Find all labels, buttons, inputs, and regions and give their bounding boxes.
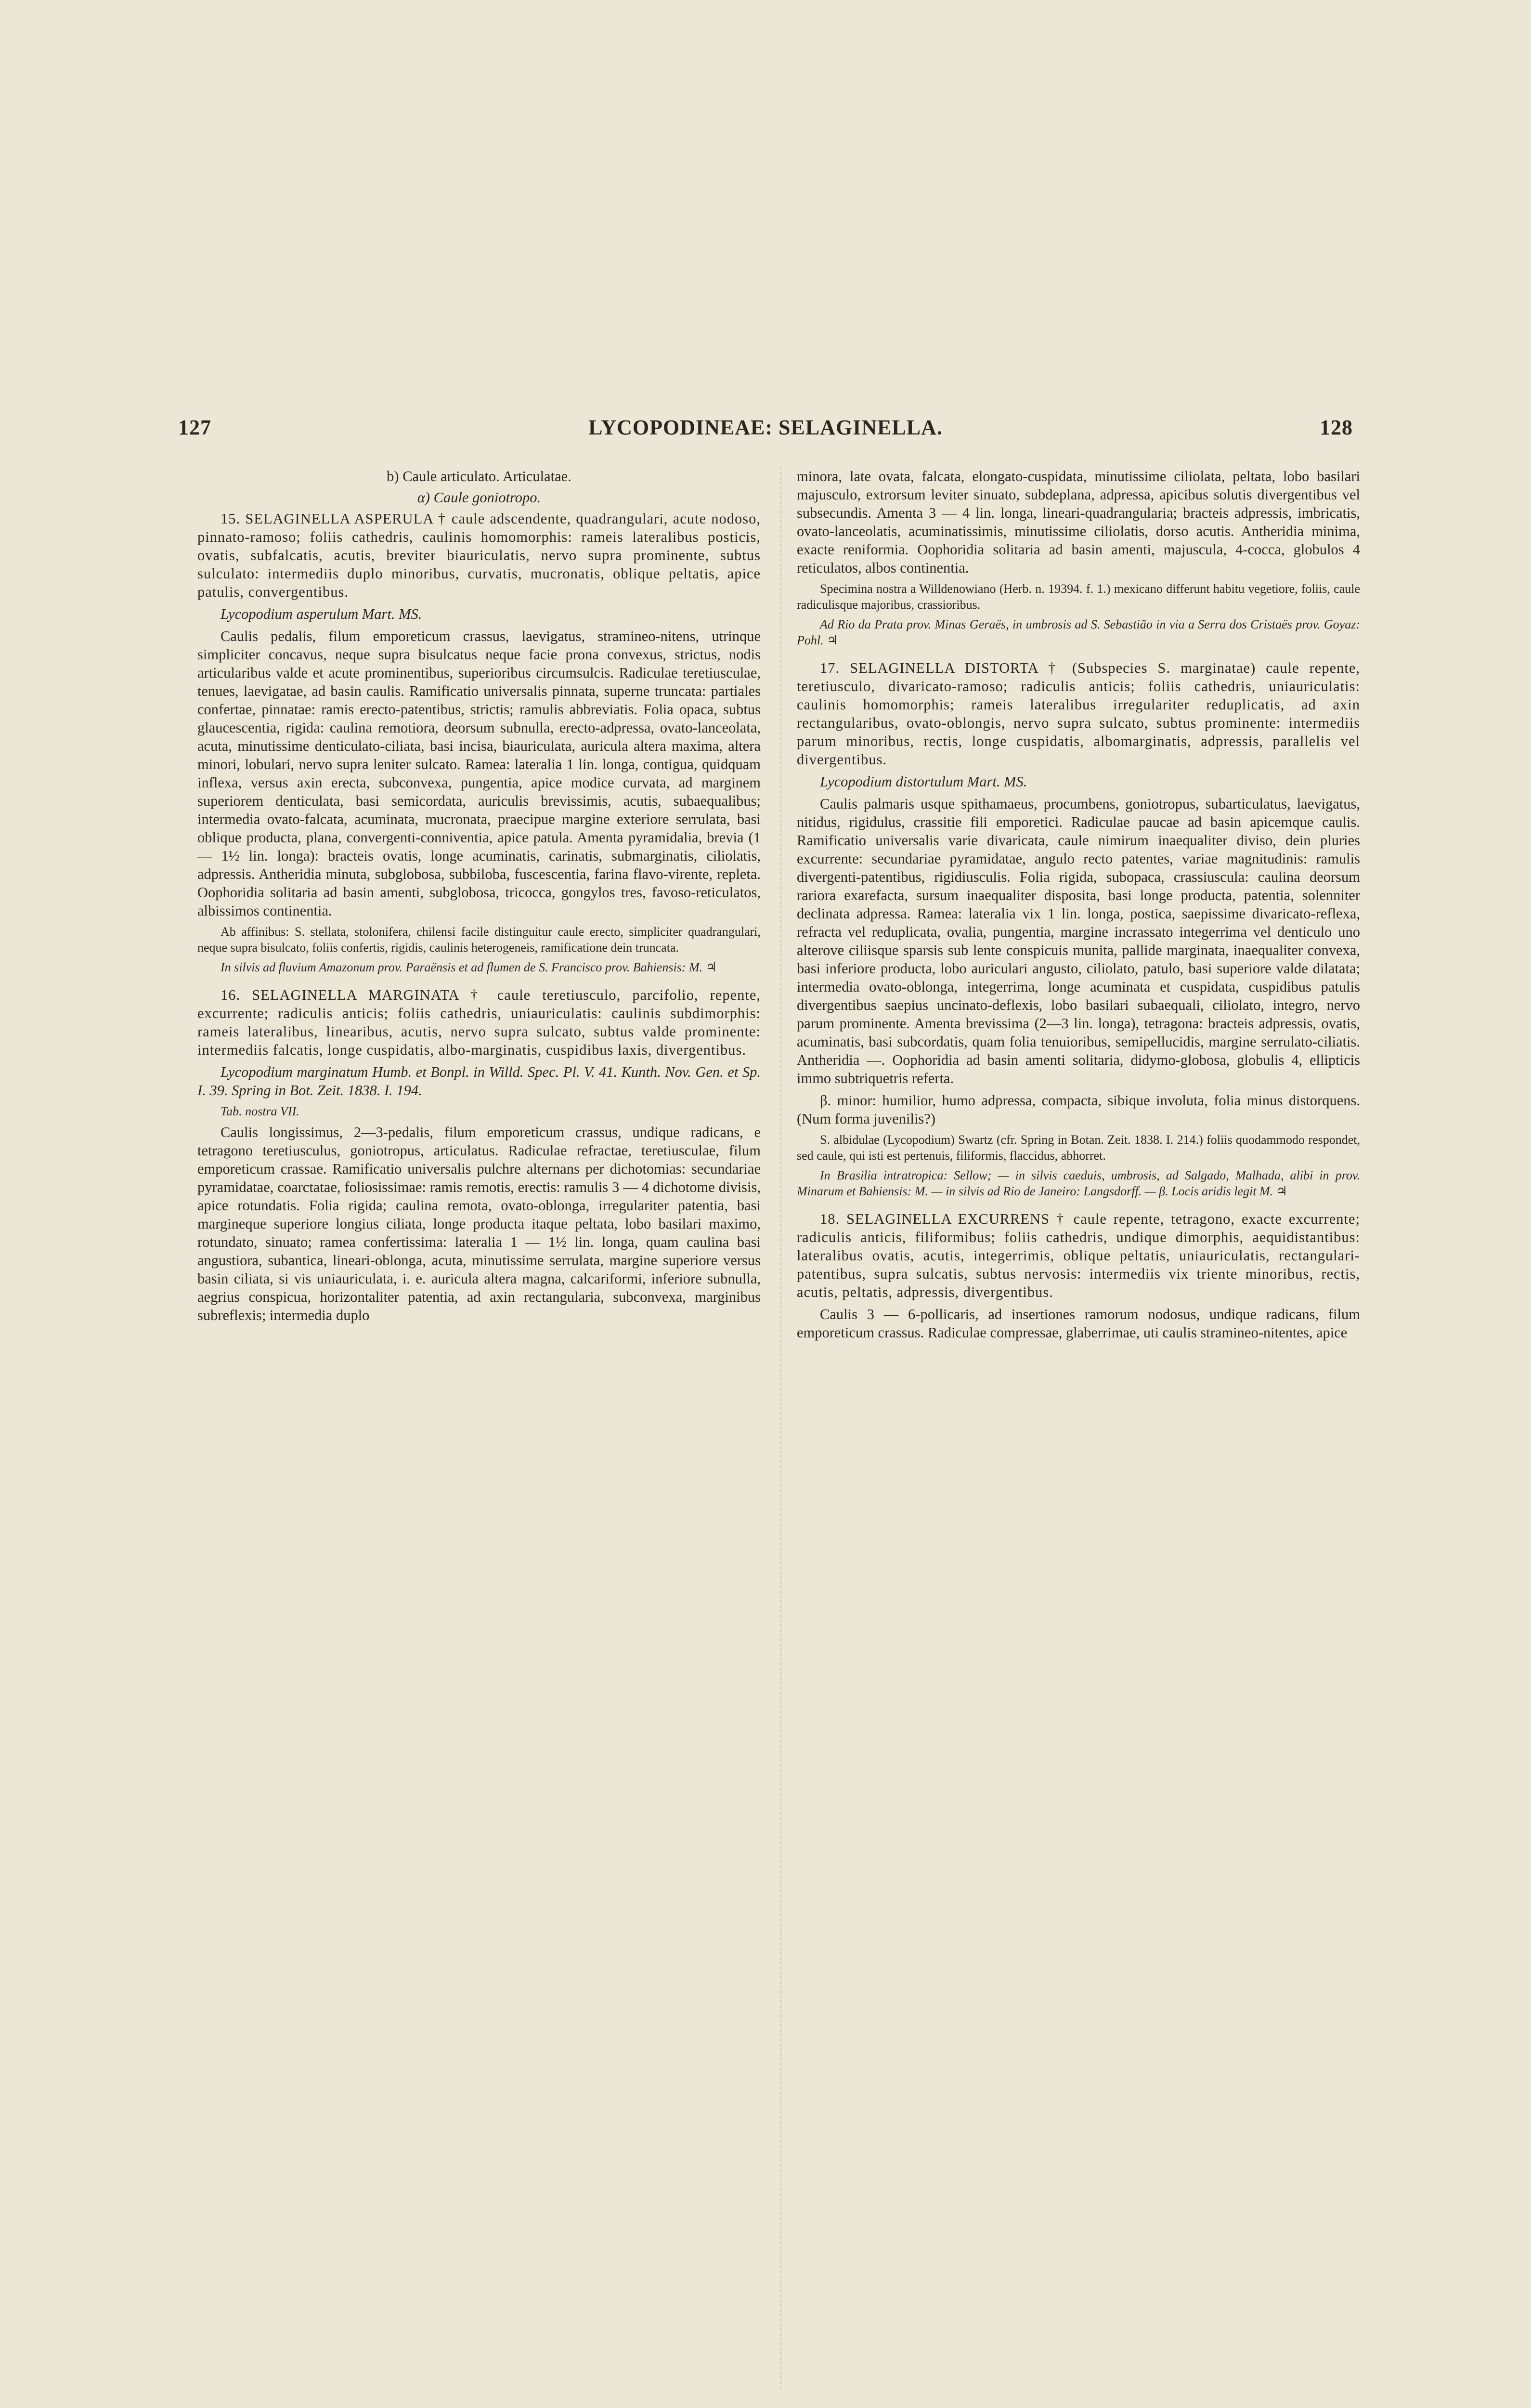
page-number-right: 128	[1320, 416, 1353, 439]
plate-reference-16: Tab. nostra VII.	[221, 1104, 299, 1118]
running-title: LYCOPODINEAE: SELAGINELLA.	[588, 416, 943, 439]
locality-16: Ad Rio da Prata prov. Minas Geraës, in umbrosis ad S. Sebastião in via a Serra dos Cristaës prov. Goyaz: Pohl. ♃	[797, 617, 1360, 647]
section-heading: b) Caule articulato. Articulatae.	[387, 468, 571, 484]
synonym-17: Lycopodium distortulum Mart. MS.	[820, 773, 1027, 790]
note-16: Specimina nostra a Willdenowiano (Herb. n. 19394. f. 1.) mexicano differunt habitu vegetiore, foliis, caule radiculisque majoribus, crassioribus.	[797, 582, 1360, 612]
left-column	[197, 467, 761, 2389]
description-15: Caulis pedalis, filum emporeticum crassus, laevigatus, stramineo-nitens, utrinque simpliciter concavus, neque supra bisulcatus neque facie prona convexus, strictus, nodis articularibus valde et acute prominentibus, superioribus circumsulcis. Radiculae teretiusculae, tenues, laevigatae, ad basin caulis. Ramificatio universalis pinnata, superne truncata: partiales confertae, pinnatae: ramis erecto-patentibus, strictis; ramulis abbreviatis. Folia opaca, subtus glaucescentia, rigida: caulina remotiora, deorsum subnulla, erecto-adpressa, ovato-lanceolata, acuta, minutissime denticulato-ciliata, basi incisa, biauriculata, auricula altera maxima, altera minori, lobulari, nervo supra leniter sulcato. Ramea: lateralia 1 lin. longa, contigua, quidquam inflexa, versus axin erecta, subconvexa, pungentia, apice modice curvata, ad marginem superiorem denticulata, basi semicordata, auriculis brevissimis, acutis, subaequalibus; intermedia ovato-falcata, acuminata, mucronata, praecipue margine exteriore serrulata, basi oblique producta, plana, convergenti-conniventia, apice patula. Amenta pyramidalia, brevia (1 — 1½ lin. longa): bracteis ovatis, longe acuminatis, carinatis, submarginatis, ciliolatis, adpressis. Antheridia minuta, subglobosa, subbiloba, fuscescentia, farina flavo-virente, repleta. Oophoridia solitaria ad basin amenti, subglobosa, tricocca, gongylos tres, favoso-reticulatos, albissimos continentia.	[197, 628, 761, 919]
page-header	[178, 415, 1353, 454]
subsection-heading: α) Caule goniotropo.	[417, 489, 541, 506]
species-diagnosis-16: 16. SELAGINELLA MARGINATA † caule teretiusculo, parcifolio, repente, excurrente; radiculis anticis; foliis cathedris, uniauriculatis: caulinis subdimorphis: rameis lateralibus, linearibus, acutis, nervo supra sulcato, subtus valde prominente: intermediis falcatis, longe cuspidatis, albo-marginatis, cuspidibus laxis, divergentibus.	[197, 987, 761, 1058]
column-divider	[780, 467, 781, 2389]
species-diagnosis-18: 18. SELAGINELLA EXCURRENS † caule repente, tetragono, exacte excurrente; radiculis anticis, filiformibus; foliis cathedris, undique dimorphis, aequidistantibus: lateralibus ovatis, acutis, integerrimis, oblique peltatis, uniauriculatis, rectangulari-patentibus, supra sulcatis, subtus nervosis: intermediis vix triente minoribus, rectis, acutis, peltatis, adpressis, divergentibus.	[797, 1211, 1360, 1300]
description-16: Caulis longissimus, 2—3-pedalis, filum emporeticum crassus, undique radicans, e tetragono teretiusculus, goniotropus, articulatus. Radiculae refractae, teretiusculae, filum emporeticum crassae. Ramificatio universalis pulchre alternans per dichotomias: secundariae pyramidatae, coarctatae, foliosissimae: ramis remotis, erectis: ramulis 3 — 4 dichotome divisis, apice rotundatis. Folia rigida; caulina remota, ovato-oblonga, irregulariter patentia, basi margineque superiore longius ciliata, longe producta itaque peltata, lobo basilari maximo, rotundato, sinuato; ramea confertissima: lateralia 1 — 1½ lin. longa, quam caulina basi angustiora, subantica, lineari-oblonga, acuta, minutissime serrulata, margine superiore versus basin ciliata, si vis uniauriculata, i. e. auricula altera magna, calcariformi, inferiore subnulla, aegrius conspicua, horizontaliter patentia, ad axin rectangularia, subconvexa, marginibus subreflexis; intermedia duplo	[197, 1124, 761, 1323]
description-16-continued: minora, late ovata, falcata, elongato-cuspidata, minutissime ciliolata, peltata, lobo basilari majusculo, extrorsum leviter sinuato, subdeplana, adpressa, apicibus solutis divergentibus vel subsecundis. Amenta 3 — 4 lin. longa, lineari-quadrangularia; bracteis adpressis, imbricatis, ovato-lanceolatis, acuminatissimis, minutissime ciliolatis, dorso acutis. Antheridia minima, exacte reniformia. Oophoridia solitaria ad basin amenti, majuscula, 4-cocca, globulos 4 reticulatos, albos continentia.	[797, 468, 1360, 576]
synonym-16: Lycopodium marginatum Humb. et Bonpl. in Willd. Spec. Pl. V. 41. Kunth. Nov. Gen. et Sp. I. 39. Spring in Bot. Zeit. 1838. I. 194.	[197, 1064, 761, 1099]
note-17: S. albidulae (Lycopodium) Swartz (cfr. Spring in Botan. Zeit. 1838. I. 214.) foliis quodammodo respondet, sed caule, qui isti est pertenuis, filiformis, flaccidus, abhorret.	[797, 1133, 1360, 1163]
synonym-15: Lycopodium asperulum Mart. MS.	[221, 606, 422, 622]
description-18: Caulis 3 — 6-pollicaris, ad insertiones ramorum nodosus, undique radicans, filum emporeticum crassus. Radiculae compressae, glaberrimae, uti caulis stramineo-nitentes, apice	[797, 1306, 1360, 1341]
locality-17: In Brasilia intratropica: Sellow; — in silvis caeduis, umbrosis, ad Salgado, Malhada, alibi in prov. Minarum et Bahiensis: M. — in silvis ad Rio de Janeiro: Langsdorff. — β. Locis aridis legit M. ♃	[797, 1168, 1360, 1198]
description-17: Caulis palmaris usque spithamaeus, procumbens, goniotropus, subarticulatus, laevigatus, nitidus, rigidulus, crassitie fili emporetici. Radiculae paucae ad basin apicemque caulis. Ramificatio universalis varie divaricata, caule nimirum inaequaliter diviso, dein pluries excurrente: secundariae pyramidatae, angulo recto patentes, variae magnitudinis: ramulis divergenti-patentibus, rigidiusculis. Folia rigida, subopaca, crassiuscula: caulina deorsum rariora exarefacta, sursum inaequaliter disposita, basi longe producta, patentia, solenniter declinata adpressa. Ramea: lateralia vix 1 lin. longa, postica, saepissime divaricato-reflexa, refracta vel reduplicata, ovalia, pungentia, margine incrassato integerrima vel denticulo uno alterove ciliisque sparsis sub lente conspicuis munita, pallide marginata, inaequaliter convexa, basi inferiore producta, lobo auriculari angusto, ciliolato, patulo, basi superiore valde dilatata; intermedia ovato-oblonga, integerrima, longe acuminata et cuspidata, cuspidibus patulis divergentibus saepius uncinato-deflexis, lobo basilari subaequali, ciliolato, integro, nervo parum prominente. Amenta brevissima (2—3 lin. longa), tetragona: bracteis adpressis, ovatis, acuminatis, basi subcordatis, quam folia tenuioribus, semipellucidis, margine serrulato-ciliatis. Antheridia —. Oophoridia ad basin amenti solitaria, didymo-globosa, globulis 4, ellipticis immo subtriquetris referta.	[797, 796, 1360, 1086]
note-15: Ab affinibus: S. stellata, stolonifera, chilensi facile distinguitur caule erecto, simpliciter quadrangulari, neque supra bisulcato, foliis confertis, rigidis, caulinis heterogeneis, ramificatione dein truncata.	[197, 925, 761, 955]
right-column	[797, 467, 1360, 2389]
page-number-left: 127	[178, 416, 211, 439]
species-diagnosis-15: 15. SELAGINELLA ASPERULA † caule adscendente, quadrangulari, acute nodoso, pinnato-ramoso; foliis cathedris, caulinis homomorphis: rameis lateralibus posticis, ovatis, subfalcatis, acutis, breviter biauriculatis, nervo supra prominente, subtus sulculato: intermediis duplo minoribus, curvatis, mucronatis, oblique peltatis, apice patulis, convergentibus.	[197, 510, 761, 600]
locality-15: In silvis ad fluvium Amazonum prov. Paraënsis et ad flumen de S. Francisco prov. Bahiensis: M. ♃	[221, 960, 717, 974]
variety-17-beta: β. minor: humilior, humo adpressa, compacta, sibique involuta, folia minus distorquens. (Num forma juvenilis?)	[797, 1092, 1360, 1127]
species-diagnosis-17: 17. SELAGINELLA DISTORTA † (Subspecies S. marginatae) caule repente, teretiusculo, divaricato-ramoso; radiculis anticis; foliis cathedris, uniauriculatis: caulinis homomorphis; rameis lateralibus irregulariter reduplicatis, ad axin rectangularibus, ovato-oblongis, nervo supra sulcato, subtus prominente: intermediis parum minoribus, rectis, longe cuspidatis, albomarginatis, adpressis, parallelis vel divergentibus.	[797, 660, 1360, 768]
